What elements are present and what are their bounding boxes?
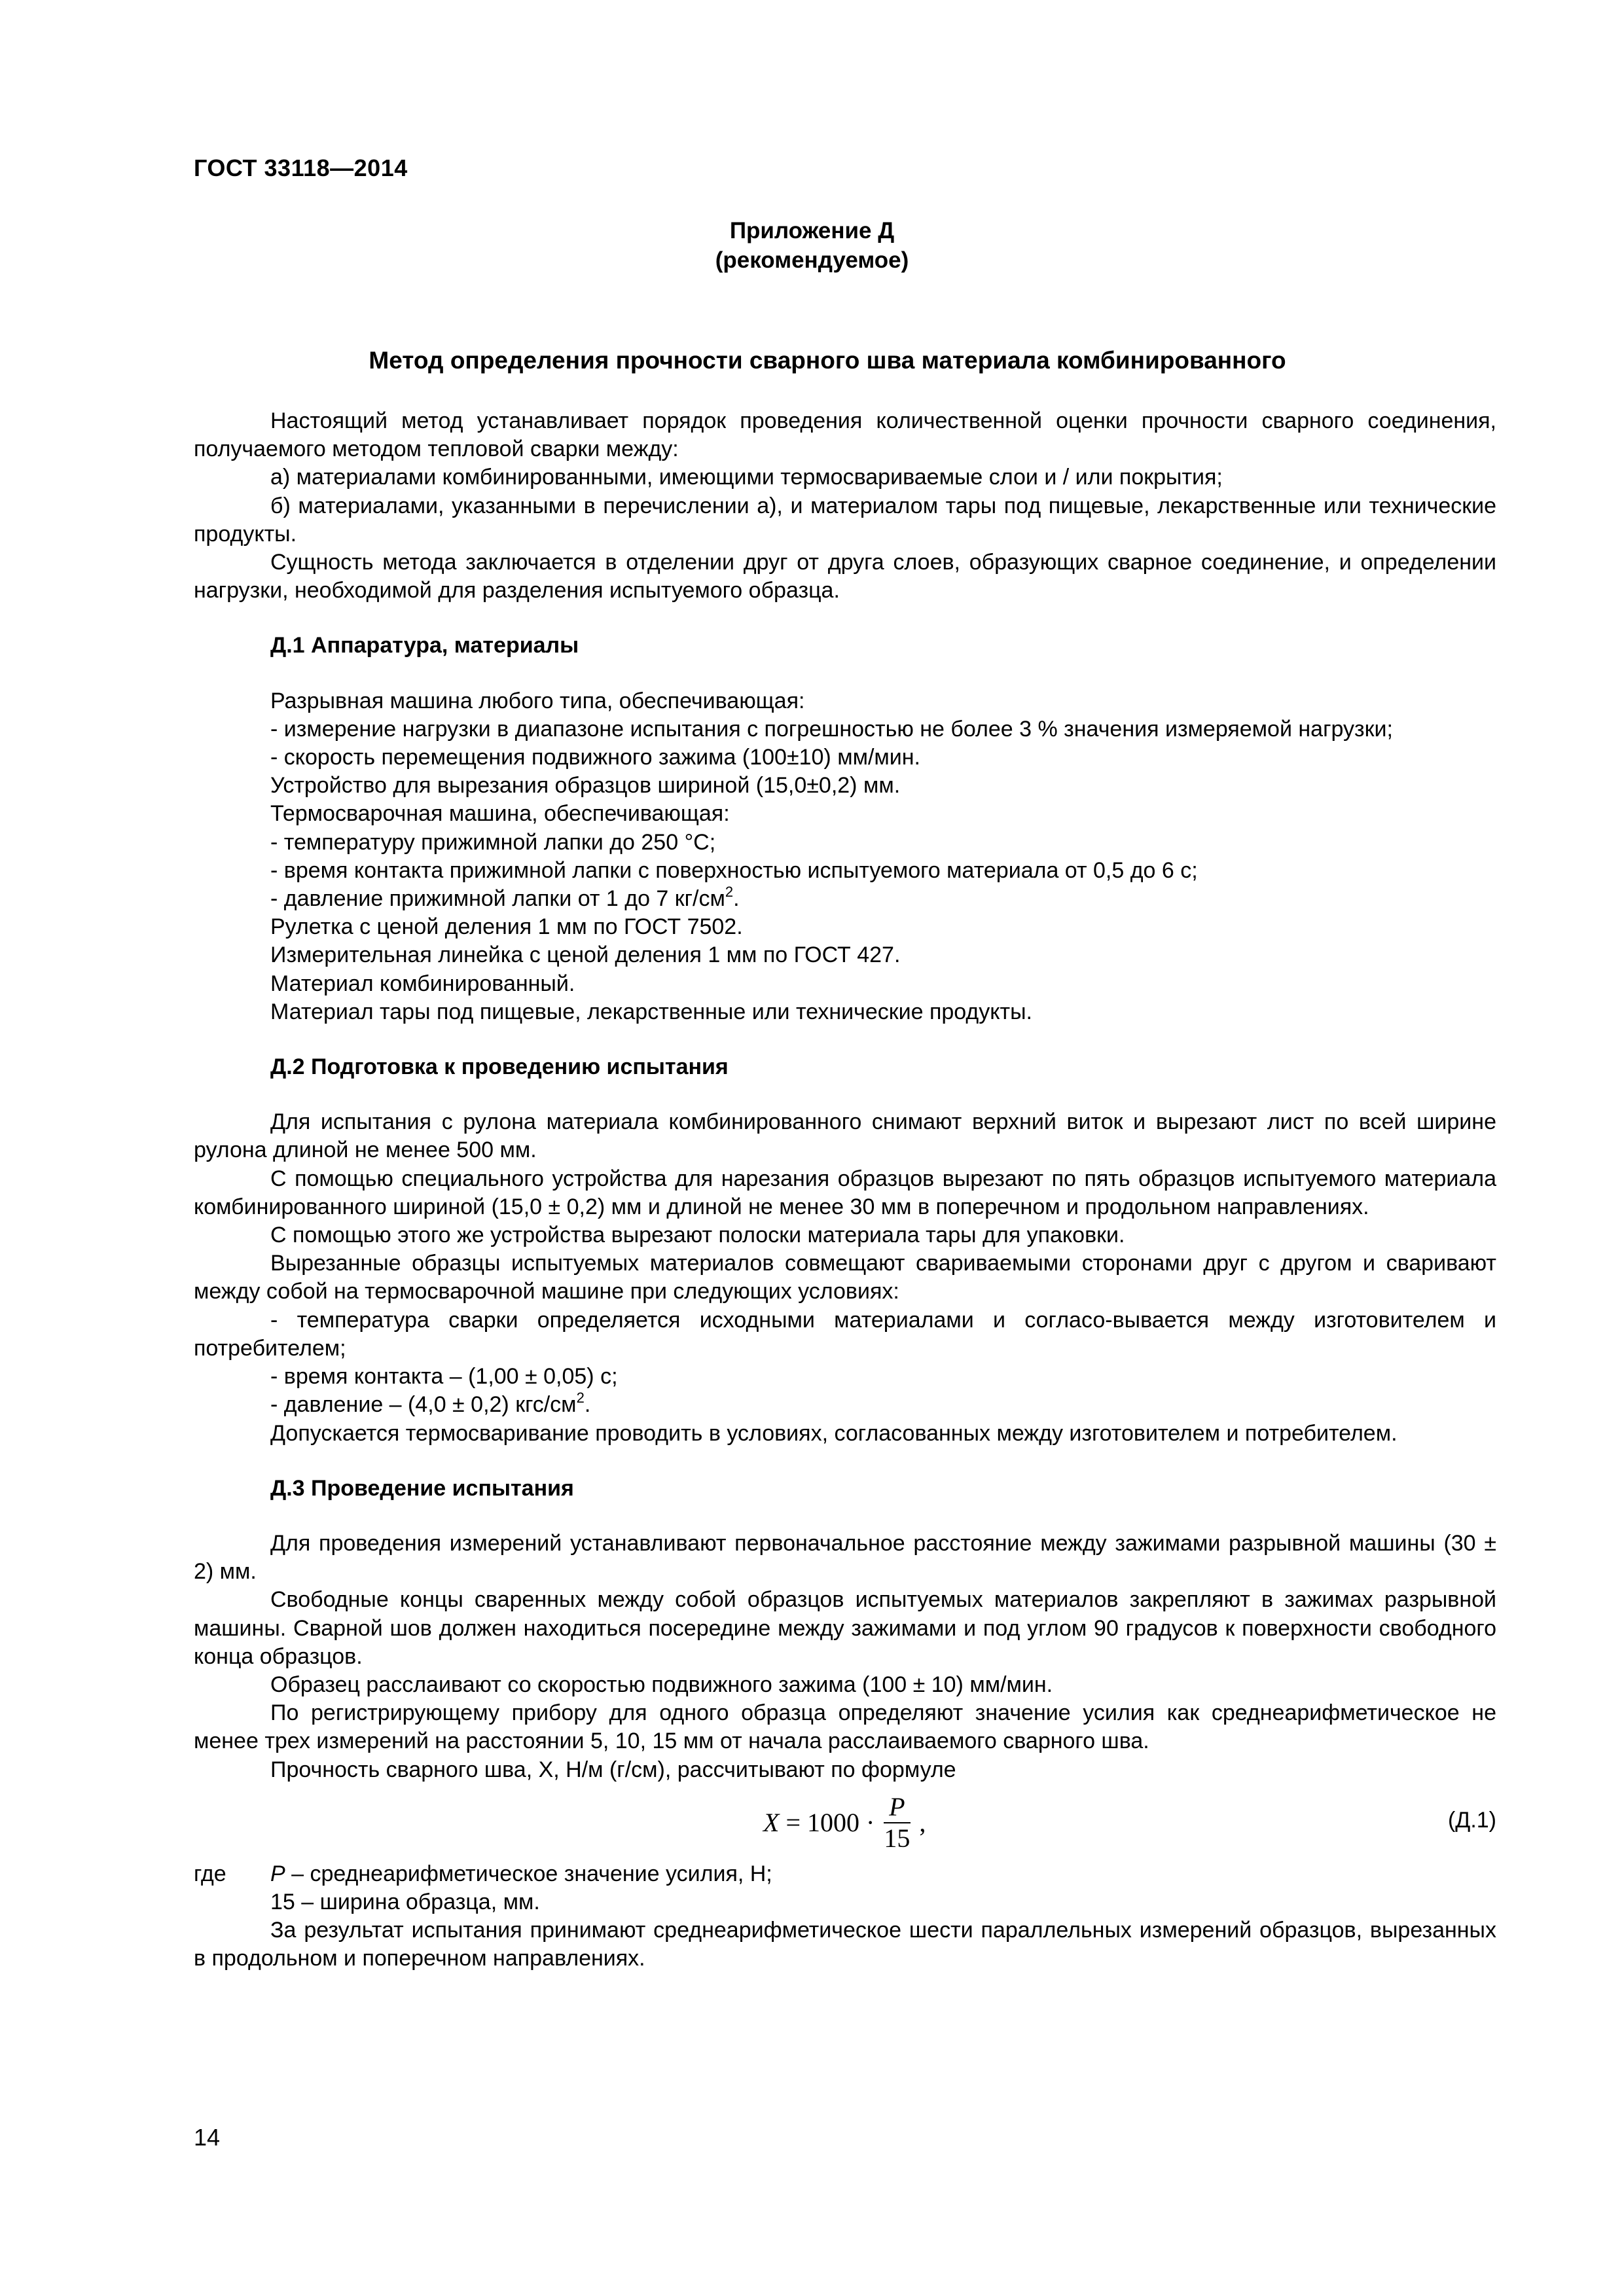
text: - давление – (4,0 ± 0,2) кгс/см — [270, 1392, 577, 1418]
formula-tail: , — [919, 1808, 926, 1838]
superscript: 2 — [725, 884, 734, 901]
paragraph: - температура сварки определяется исходными материалами и согласо-вывается между изготовителем и потребителем; — [194, 1307, 1496, 1361]
formula — [763, 1792, 926, 1854]
document-body — [194, 407, 1496, 1973]
paragraph: Термосварочная машина, обеспечивающая: — [270, 801, 730, 827]
text: . — [584, 1392, 591, 1418]
paragraph — [194, 1391, 1496, 1419]
method-title: Метод определения прочности сварного шва материала комбинированного — [369, 347, 1286, 374]
paragraph: - измерение нагрузки в диапазоне испытания с погрешностью не более 3 % значения измеряемой нагрузки; — [270, 716, 1393, 742]
paragraph: Допускается термосваривание проводить в условиях, согласованных между изготовителем и потребителем. — [270, 1420, 1398, 1446]
section-heading: Д.1 Аппаратура, материалы — [270, 633, 579, 658]
intro-paragraph: Настоящий метод устанавливает порядок проведения количественной оценки прочности сварного соединения, получаемого методом тепловой сварки между: — [194, 408, 1496, 462]
paragraph: Устройство для вырезания образцов шириной (15,0±0,2) мм. — [270, 773, 901, 798]
appendix-heading — [0, 216, 1624, 275]
intro-paragraph: Сущность метода заключается в отделении друг от друга слоев, образующих сварное соединение, и определении нагрузки, необходимой для разделения испытуемого образца. — [194, 550, 1496, 603]
paragraph: Прочность сварного шва, X, Н/м (г/см), рассчитывают по формуле — [270, 1757, 956, 1782]
paragraph: - температуру прижимной лапки до 250 °С; — [270, 829, 716, 855]
text: – среднеарифметическое значение усилия, Н; — [285, 1861, 772, 1886]
document-header: ГОСТ 33118—2014 — [194, 154, 408, 181]
where-definition: 15 – ширина образца, мм. — [270, 1889, 540, 1914]
appendix-title: Приложение Д — [729, 218, 895, 243]
paragraph: Материал тары под пищевые, лекарственные или технические продукты. — [270, 999, 1032, 1024]
paragraph: За результат испытания принимают среднеарифметическое шести параллельных измерений образцов, вырезанных в продольном и поперечном направлениях. — [194, 1918, 1496, 1971]
formula-fraction — [878, 1792, 915, 1854]
paragraph — [194, 885, 1496, 913]
where-line — [194, 1860, 1496, 1888]
paragraph: - время контакта – (1,00 ± 0,05) с; — [270, 1364, 618, 1390]
paragraph: Образец расслаивают со скоростью подвижного зажима (100 ± 10) мм/мин. — [270, 1672, 1053, 1697]
page-number: 14 — [194, 2124, 221, 2151]
text: . — [733, 886, 740, 912]
text: - давление прижимной лапки от 1 до 7 кг/см — [270, 886, 725, 912]
superscript: 2 — [576, 1390, 585, 1407]
paragraph: Свободные концы сваренных между собой образцов испытуемых материалов закрепляют в зажимах разрывной машины. Сварной шов должен находиться посередине между зажимами и под углом 90 градусов к поверхности свободного конца образцов. — [194, 1587, 1496, 1669]
paragraph: Материал комбинированный. — [270, 971, 575, 996]
formula-denominator: 15 — [884, 1823, 911, 1853]
section-heading: Д.2 Подготовка к проведению испытания — [270, 1054, 729, 1080]
formula-numerator: P — [884, 1792, 910, 1823]
formula-lhs: X — [763, 1808, 780, 1838]
paragraph: - время контакта прижимной лапки с поверхностью испытуемого материала от 0,5 до 6 с; — [270, 857, 1198, 883]
appendix-subtitle: (рекомендуемое) — [715, 247, 909, 273]
paragraph: С помощью этого же устройства вырезают полоски материала тары для упаковки. — [270, 1223, 1125, 1248]
paragraph: Рулетка с ценой деления 1 мм по ГОСТ 7502. — [270, 914, 743, 940]
section-heading: Д.3 Проведение испытания — [270, 1475, 574, 1501]
paragraph: - скорость перемещения подвижного зажима (100±10) мм/мин. — [270, 745, 920, 770]
paragraph: По регистрирующему прибору для одного образца определяют значение усилия как среднеарифметическое не менее трех измерений на расстоянии 5, 10, 15 мм от начала расслаиваемого сварного шва. — [194, 1700, 1496, 1754]
where-definition — [270, 1860, 772, 1888]
intro-list-item: б) материалами, указанными в перечислении а), и материалом тары под пищевые, лекарственные или технические продукты. — [194, 493, 1496, 547]
paragraph: Для проведения измерений устанавливают первоначальное расстояние между зажимами разрывной машины (30 ± 2) мм. — [194, 1530, 1496, 1585]
where-label: где — [194, 1861, 226, 1886]
paragraph: С помощью специального устройства для нарезания образцов вырезают по пять образцов испытуемого материала комбинированного шириной (15,0 ± 0,2) мм и длиной не менее 30 мм в поперечном и продольном направлениях. — [194, 1166, 1496, 1219]
formula-block — [194, 1787, 1496, 1859]
intro-list-item: а) материалами комбинированными, имеющими термосвариваемые слои и / или покрытия; — [270, 465, 1223, 490]
paragraph: Измерительная линейка с ценой деления 1 мм по ГОСТ 427. — [270, 942, 901, 968]
formula-operator: = 1000 · — [785, 1808, 875, 1838]
variable-symbol: P — [270, 1861, 285, 1886]
equation-number: (Д.1) — [1447, 1807, 1496, 1833]
paragraph: Разрывная машина любого типа, обеспечивающая: — [270, 688, 805, 713]
paragraph: Вырезанные образцы испытуемых материалов совмещают свариваемыми сторонами друг с другом и сваривают между собой на термосварочной машине при следующих условиях: — [194, 1251, 1496, 1304]
paragraph: Для испытания с рулона материала комбинированного снимают верхний виток и вырезают лист по всей ширине рулона длиной не менее 500 мм. — [194, 1109, 1496, 1163]
